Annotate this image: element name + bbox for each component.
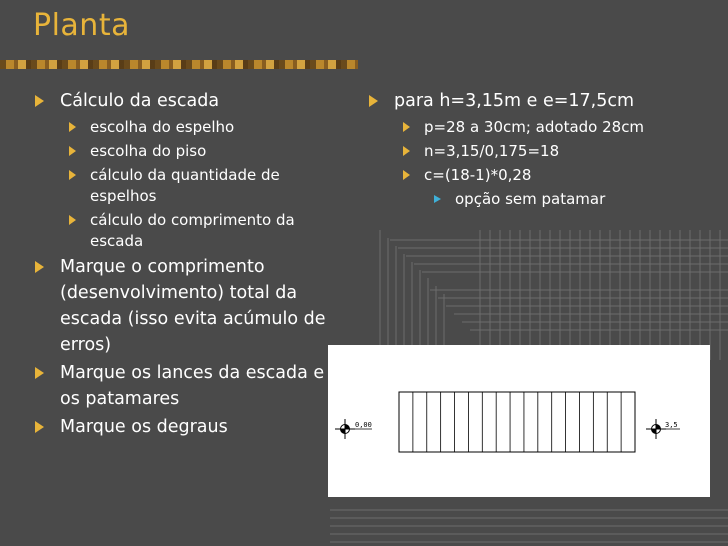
bullet-arrow-icon [69,170,76,180]
bullet-square-icon [434,195,441,203]
sub-bullet-text: c=(18-1)*0,28 [424,166,532,184]
bullet-text: Marque os degraus [60,417,228,437]
bullet-arrow-icon [69,122,76,132]
sub-sub-bullet-item [367,189,697,210]
bullet-text: Marque os lances da escada e os patamares [60,363,325,409]
bullet-arrow-icon [69,146,76,156]
stair-steps [399,392,635,452]
bullet-item [33,414,343,440]
bullet-item [367,88,697,114]
bullet-arrow-icon [69,215,76,225]
bullet-arrow-icon [35,367,44,379]
bullet-text: Cálculo da escada [60,91,220,111]
bullet-item [33,254,343,358]
level-marker-left [335,419,372,439]
bullet-arrow-icon [403,146,410,156]
sub-bullet-text: p=28 a 30cm; adotado 28cm [424,118,645,136]
stair-outline [399,392,635,452]
slide-title: Planta [33,8,130,43]
sub-bullet-text: cálculo do comprimento da escada [90,211,295,250]
sub-bullet-text: n=3,15/0,175=18 [424,142,560,160]
sub-bullet-item [367,165,697,186]
sub-bullet-item [33,141,343,162]
bullet-item [33,360,343,412]
right-bullet-list [367,88,697,210]
bullet-arrow-icon [35,95,44,107]
bullet-arrow-icon [403,122,410,132]
sub-bullet-item [367,141,697,162]
level-label-left: 0,00 [355,421,372,429]
sub-bullet-text: escolha do espelho [90,118,235,136]
sub-bullet-item [33,210,343,252]
bullet-item [33,88,343,114]
sub-bullet-item [33,165,343,207]
title-divider [0,60,358,69]
level-label-right: 3,5 [665,421,678,429]
bullet-arrow-icon [35,421,44,433]
sub-bullet-item [33,117,343,138]
left-bullet-list [33,88,343,440]
sub-bullet-text: escolha do piso [90,142,207,160]
level-marker-right [646,419,680,439]
bullet-text: Marque o comprimento (desenvolvimento) total da escada (isso evita acúmulo de erros) [60,257,326,355]
bullet-arrow-icon [403,170,410,180]
sub-bullet-item [367,117,697,138]
bullet-arrow-icon [35,261,44,273]
stair-plan-figure [328,345,710,497]
sub-sub-bullet-text: opção sem patamar [455,190,606,208]
stair-plan-drawing [328,345,710,497]
bullet-text: para h=3,15m e e=17,5cm [394,91,635,111]
bullet-arrow-icon [369,95,378,107]
sub-bullet-text: cálculo da quantidade de espelhos [90,166,280,205]
